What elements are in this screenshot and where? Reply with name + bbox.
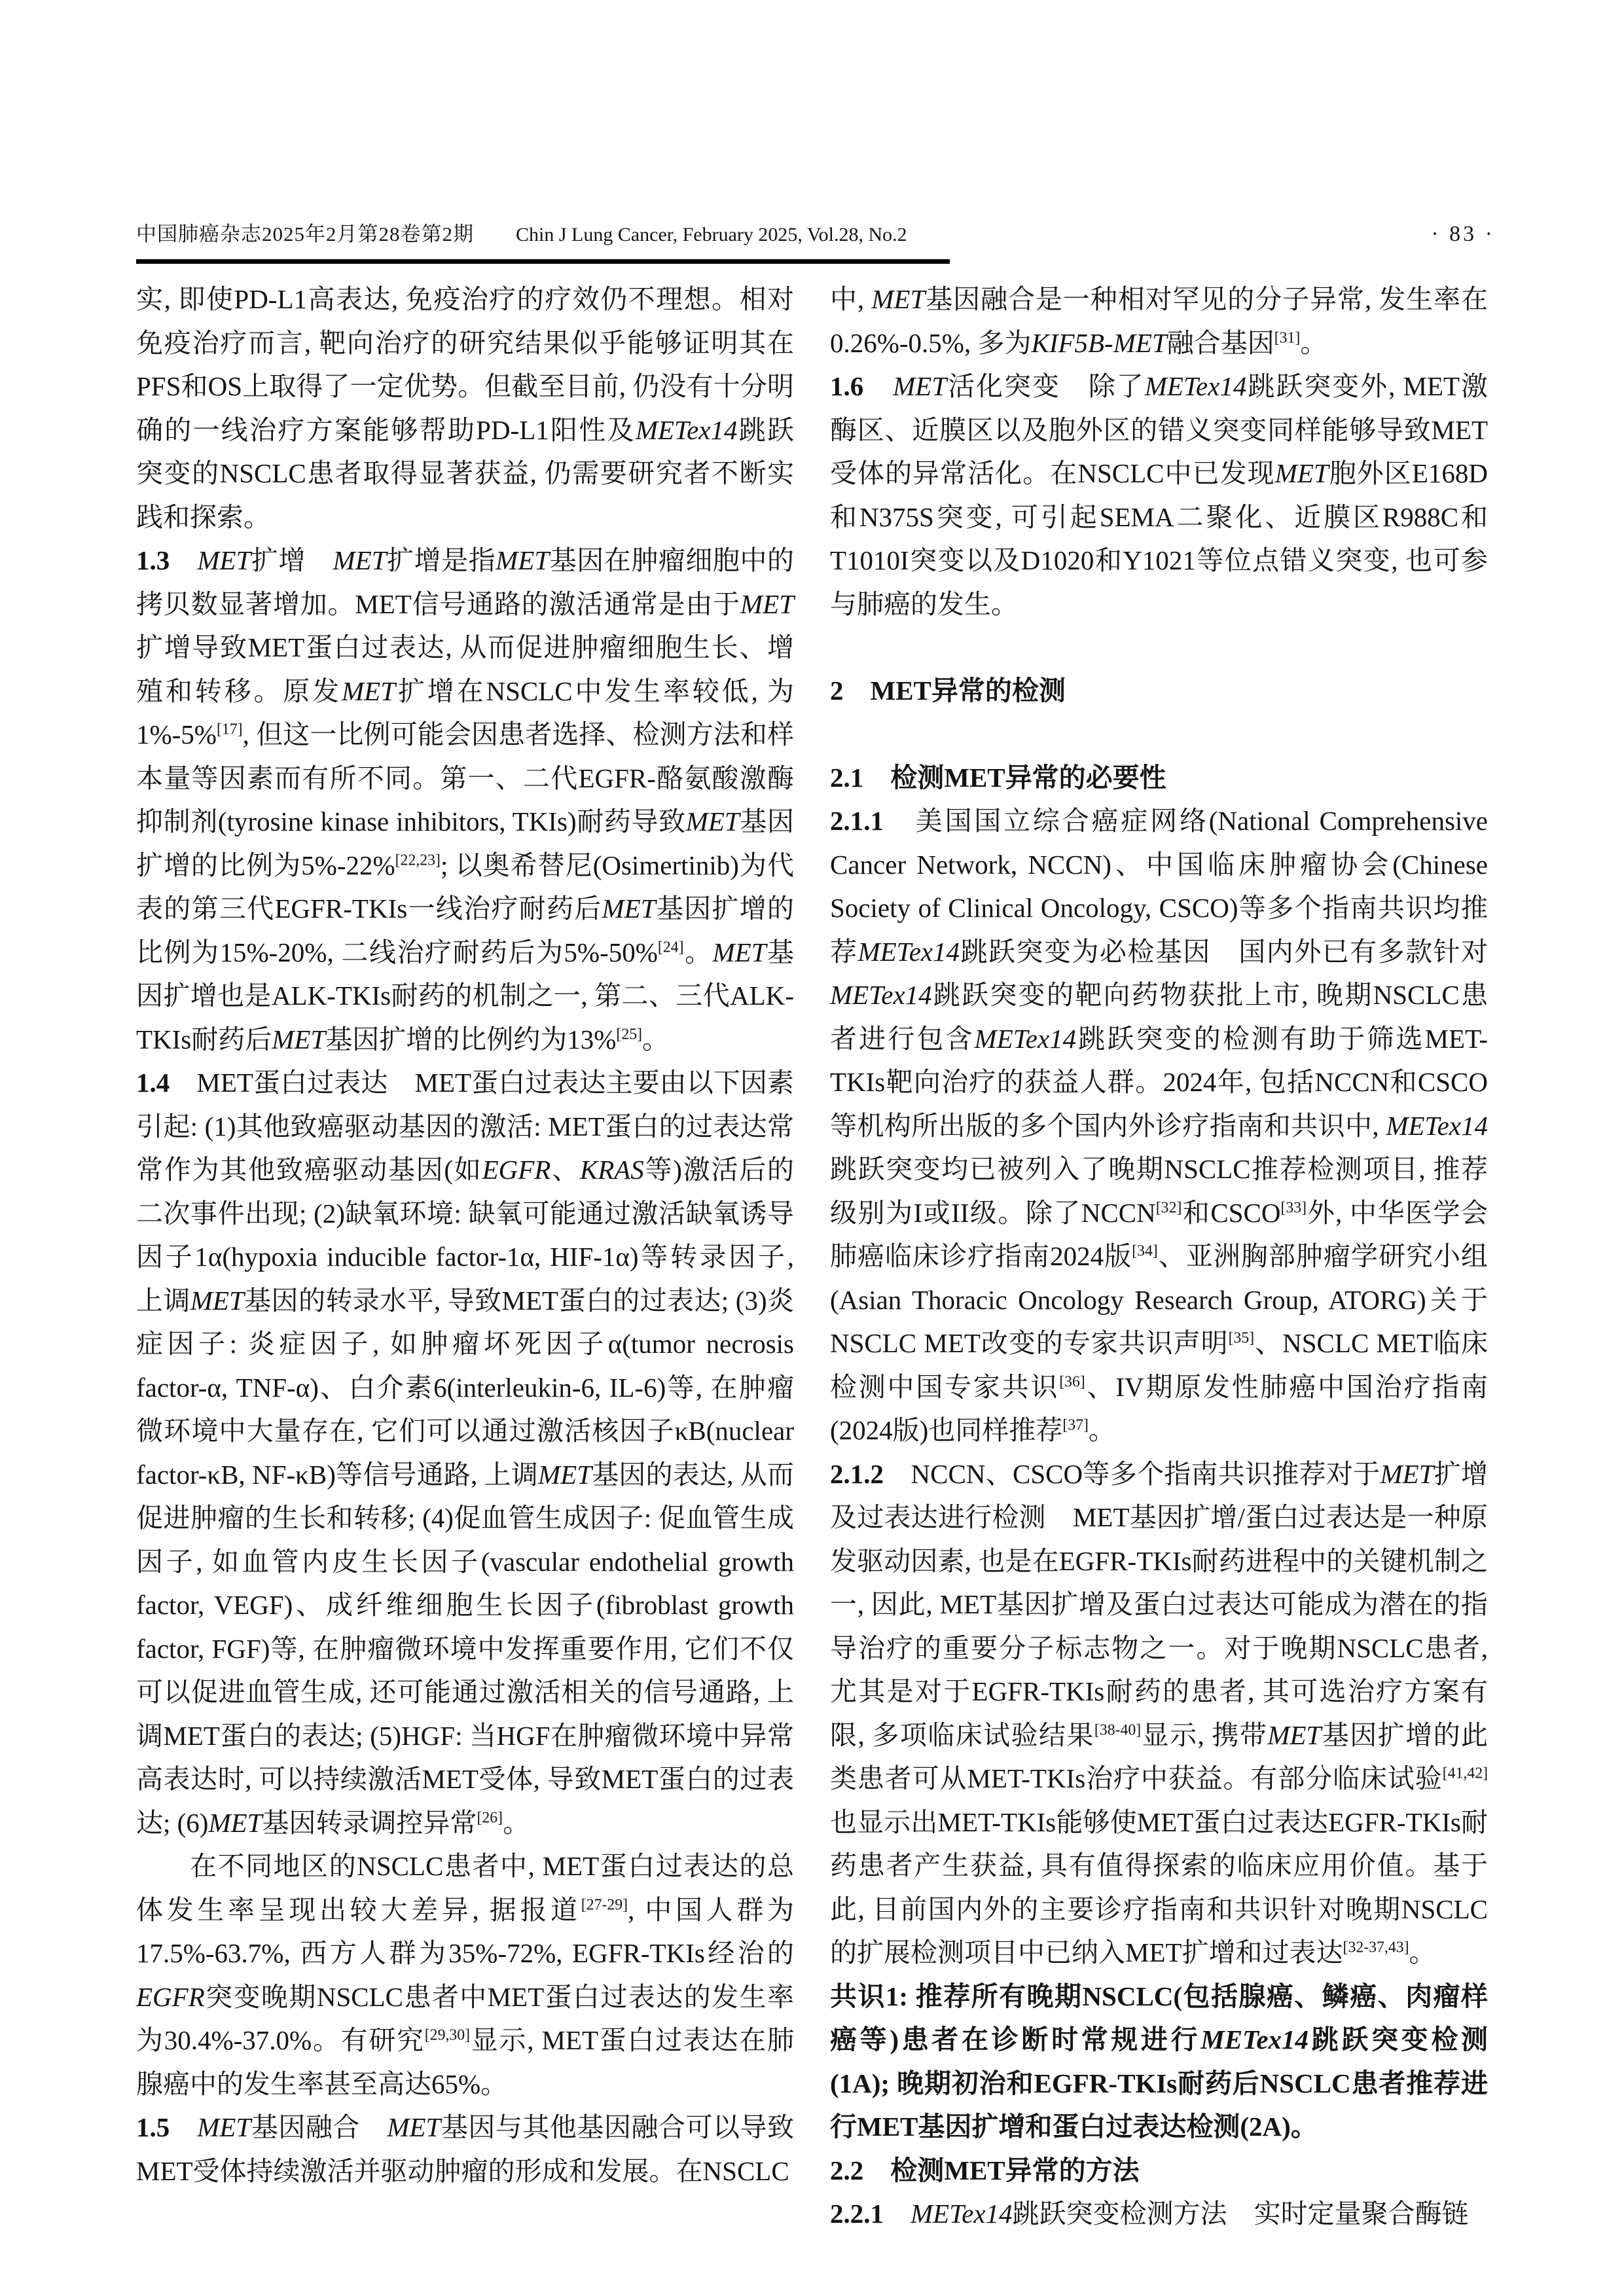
text-run: 显示, MET蛋白过表达在肺腺癌中的发生率甚至高达65%。	[136, 2025, 794, 2099]
text-run: MET	[342, 675, 396, 706]
text-run: METex14	[911, 2199, 1013, 2229]
header-rule	[136, 259, 950, 264]
reference-citation: [34]	[1132, 1242, 1158, 1260]
paragraph	[136, 1061, 794, 1844]
text-run: 外, 中华医学会肺癌临床诊疗指南2024版	[830, 1197, 1489, 1271]
reference-citation: [35]	[1228, 1329, 1255, 1347]
paragraph	[830, 1975, 1488, 2149]
text-run: MET	[1267, 1719, 1322, 1750]
text-run: 基因转录调控异常	[262, 1807, 477, 1838]
text-run: 2.1	[830, 762, 864, 793]
text-run: 扩增	[251, 545, 333, 575]
text-run: METex14	[830, 980, 932, 1010]
text-run: KRAS	[579, 1155, 644, 1185]
text-run: 2 MET异常的检测	[830, 675, 1066, 706]
text-run: 基因扩增的此类患者可从MET-TKIs治疗中获益。有部分临床试验	[830, 1719, 1489, 1793]
text-run: METex14	[1144, 371, 1247, 401]
text-run: 基因扩增的比例为5%-22%	[136, 806, 794, 880]
text-run: EGFR	[482, 1155, 551, 1185]
text-run: 跳跃突变的NSCLC患者取得显著获益, 仍需要研究者不断实践和探索。	[136, 414, 795, 532]
text-run: 中,	[830, 284, 872, 314]
text-run: 。	[1409, 1937, 1436, 1967]
text-run: MET	[1380, 1458, 1434, 1489]
text-run: 基因的转录水平, 导致MET蛋白的过表达; (3)炎症因子: 炎症因子, 如肿瘤坏死因子α(tumor necrosis factor-α, TNF-α)、白介素6(interleukin-6, IL-6)等, 在肿瘤微环境中大量存在, 它们可以通过激活核因子κB(nuclear factor-κB, NF-κB)等信号通路, 上调	[136, 1285, 794, 1490]
text-run: METex14	[974, 1023, 1077, 1054]
paragraph	[830, 365, 1488, 626]
text-run: MET	[496, 545, 550, 575]
journal-title-en: Chin J Lung Cancer, February 2025, Vol.28, No.2	[516, 224, 907, 245]
text-run: 2.2.1	[830, 2199, 884, 2229]
text-run: MET	[538, 1459, 592, 1490]
text-run: 。	[503, 1807, 530, 1838]
text-run: METex14	[857, 936, 960, 967]
text-run: MET	[197, 2112, 251, 2142]
text-run: , 但这一比例可能会因患者选择、检测方法和样本量等因素而有所不同。第一、二代EGFR-酪氨酸激酶抑制剂(tyrosine kinase inhibitors, TKIs)耐药导致	[136, 719, 794, 836]
text-run: 检测MET异常的必要性	[863, 762, 1166, 793]
page-number: · 83 ·	[1431, 222, 1495, 246]
text-run: 2.1.1	[830, 806, 884, 836]
text-run: 2.1.2	[830, 1458, 884, 1489]
text-run: ; 以奥希替尼(Osimertinib)为代表的第三代EGFR-TKIs一线治疗耐药后	[136, 850, 794, 924]
reference-citation: [41,42]	[1442, 1765, 1488, 1782]
text-run: 基因融合是一种相对罕见的分子异常, 发生率在0.26%-0.5%, 多为	[830, 284, 1488, 358]
text-run: 实, 即使PD-L1高表达, 免疫治疗的疗效仍不理想。相对免疫治疗而言, 靶向治疗的研究结果似乎能够证明其在PFS和OS上取得了一定优势。但截至目前, 仍没有十分明确的一线治疗方案能够帮助PD-L1阳性及	[136, 284, 794, 445]
text-run: MET	[893, 371, 947, 401]
reference-citation: [22,23]	[395, 851, 441, 869]
text-run: 跳跃突变的靶向药物获批上市, 晚期NSCLC患者进行包含	[830, 980, 1488, 1054]
text-run: 跳跃突变检测方法 实时定量聚合酶链	[1012, 2199, 1469, 2229]
text-run: 跳跃突变的检测有助于筛选MET-TKIs靶向治疗的获益人群。2024年, 包括NCCN和CSCO等机构所出版的多个国内外诊疗指南和共识中,	[830, 1023, 1489, 1141]
text-run: 。	[683, 937, 713, 967]
text-run: 跳跃突变外, MET激酶区、近膜区以及胞外区的错义突变同样能够导致MET受体的异常活化。在NSCLC中已发现	[830, 371, 1489, 488]
text-run: 突变晚期NSCLC患者中MET蛋白过表达的发生率为30.4%-37.0%。有研究	[136, 1981, 794, 2055]
text-run: 基因扩增也是ALK-TKIs耐药的机制之一, 第二、三代ALK-TKIs耐药后	[136, 937, 795, 1054]
text-run: 扩增及过表达进行检测 MET基因扩增/蛋白过表达是一种原发驱动因素, 也是在EGFR-TKIs耐药进程中的关键机制之一, 因此, MET基因扩增及蛋白过表达可能成为潜在的指导治疗的重要分子标志物之一。对于晚期NSCLC患者, 尤其是对于EGFR-TKIs耐药的患者, 其可选治疗方案有限, 多项临床试验结果	[830, 1458, 1489, 1750]
text-run: METex14	[1386, 1110, 1488, 1141]
text-run: NCCN、CSCO等多个指南共识推荐对于	[884, 1458, 1380, 1489]
paragraph	[830, 278, 1488, 365]
paragraph	[830, 2192, 1488, 2236]
reference-citation: [27-29]	[581, 1895, 628, 1913]
text-run: 、	[550, 1155, 580, 1185]
section-heading	[830, 669, 1488, 713]
text-run: , 中国人群为17.5%-63.7%, 西方人群为35%-72%, EGFR-TKIs经治的	[136, 1894, 795, 1968]
text-run: KIF5B-MET	[1031, 327, 1167, 358]
text-run: 基因扩增的比例约为13%	[325, 1024, 617, 1054]
paragraph	[136, 539, 794, 1061]
text-run: 、IV期原发性肺癌中国治疗指南(2024版)也同样推荐	[830, 1371, 1489, 1445]
text-run: 。	[642, 1024, 670, 1054]
journal-title-cn: 中国肺癌杂志2025年2月第28卷第2期	[136, 223, 474, 245]
paragraph	[136, 1844, 794, 2106]
text-run: MET	[387, 2112, 441, 2142]
text-run: 、NSCLC MET临床检测中国专家共识	[830, 1328, 1488, 1402]
text-run: MET	[602, 893, 656, 924]
text-run: 基因扩增的比例为15%-20%, 二线治疗耐药后为5%-50%	[136, 893, 794, 967]
text-run: 在不同地区的NSCLC患者中, MET蛋白过表达的总体发生率呈现出较大差异, 据报道	[136, 1851, 794, 1925]
text-run: 、亚洲胸部肿瘤学研究小组(Asian Thoracic Oncology Research Group, ATORG)关于NSCLC MET改变的专家共识声明	[830, 1241, 1489, 1358]
text-run	[170, 2112, 197, 2142]
text-run: 美国国立综合癌症网络(National Comprehensive Cancer Network, NCCN)、中国临床肿瘤协会(Chinese Society of Clinical Oncology, CSCO)等多个指南共识均推荐	[830, 806, 1488, 967]
reference-citation: [31]	[1274, 329, 1301, 346]
text-run: 跳跃突变为必检基因 国内外已有多款针对	[960, 936, 1488, 967]
text-run: MET	[712, 937, 767, 967]
text-run: MET	[740, 588, 794, 619]
text-run	[170, 545, 197, 575]
text-run: MET	[333, 545, 387, 575]
subsection-heading	[830, 756, 1488, 800]
text-run: 扩增在NSCLC中发生率较低, 为1%-5%	[136, 675, 795, 749]
text-run: 基因的表达, 从而促进肿瘤的生长和转移; (4)促血管生成因子: 促血管生成因子, 如血管内皮生长因子(vascular endothelial growth factor, VEGF)、成纤维细胞生长因子(fibroblast growth factor, FGF)等, 在肿瘤微环境中发挥重要作用, 它们不仅可以促进血管生成, 还可能通过激活相关的信号通路, 上调MET蛋白的表达; (5)HGF: 当HGF在肿瘤微环境中异常高表达时, 可以持续激活MET受体, 导致MET蛋白的过表达; (6)	[136, 1459, 794, 1838]
text-run: 基因与其他基因融合可以导致MET受体持续激活并驱动肿瘤的形成和发展。在NSCLC	[136, 2112, 795, 2186]
page-header	[136, 221, 1495, 247]
text-run: MET	[208, 1807, 262, 1838]
text-run: MET	[190, 1285, 244, 1316]
subsection-heading	[830, 2149, 1488, 2193]
text-run: EGFR	[136, 1981, 205, 2012]
text-run: MET蛋白过表达 MET蛋白过表达主要由以下因素引起: (1)其他致癌驱动基因的激活: MET蛋白的过表达常常作为其他致癌驱动基因(如	[136, 1068, 794, 1185]
text-run: METex14	[635, 414, 738, 445]
reference-citation: [32]	[1155, 1198, 1182, 1216]
text-run: 跳跃突变均已被列入了晚期NSCLC推荐检测项目, 推荐级别为I或II级。除了NCCN	[830, 1154, 1488, 1228]
text-run: 基因在肿瘤细胞中的拷贝数显著增加。MET信号通路的激活通常是由于	[136, 545, 795, 619]
text-run: MET	[1274, 458, 1329, 488]
reference-citation: [37]	[1062, 1416, 1089, 1434]
text-run: 跳跃突变检测(1A); 晚期初治和EGFR-TKIs耐药后NSCLC患者推荐进行MET基因扩增和蛋白过表达检测(2A)。	[830, 2024, 1488, 2142]
text-run	[884, 2199, 911, 2229]
right-column	[830, 278, 1488, 2236]
text-run: 也显示出MET-TKIs能够使MET蛋白过表达EGFR-TKIs耐药患者产生获益, 具有值得探索的临床应用价值。基于此, 目前国内外的主要诊疗指南和共识针对晚期NSCLC的扩展检测项目中已纳入MET扩增和过表达	[830, 1806, 1488, 1967]
text-run: 基因融合	[251, 2112, 388, 2142]
text-run: 显示, 携带	[1141, 1719, 1268, 1750]
reference-citation: [25]	[616, 1025, 643, 1043]
reference-citation: [33]	[1280, 1198, 1307, 1216]
left-column	[136, 278, 794, 2193]
reference-citation: [36]	[1059, 1373, 1085, 1390]
text-run: 。	[1088, 1415, 1115, 1445]
text-run: METex14	[1200, 2024, 1309, 2055]
text-run: MET	[685, 806, 740, 836]
text-run: 融合基因	[1166, 327, 1274, 358]
text-run: 2.2	[830, 2155, 864, 2185]
text-run: 1.5	[136, 2112, 170, 2142]
reference-citation: [17]	[216, 721, 243, 738]
text-run: MET	[871, 284, 926, 314]
text-run: 活化突变 除了	[947, 371, 1145, 401]
text-run: 1.3	[136, 545, 170, 575]
text-run: 扩增是指	[386, 545, 496, 575]
reference-citation: [26]	[477, 1808, 503, 1826]
reference-citation: [32-37,43]	[1343, 1939, 1409, 1956]
text-run: 检测MET异常的方法	[863, 2155, 1140, 2185]
paragraph	[830, 1452, 1488, 1975]
text-run: MET	[197, 545, 251, 575]
text-run	[863, 371, 893, 401]
reference-citation: [24]	[657, 938, 684, 956]
reference-citation: [38-40]	[1094, 1721, 1142, 1738]
text-run: 1.6	[830, 371, 864, 401]
paragraph	[830, 799, 1488, 1452]
reference-citation: [29,30]	[424, 2026, 471, 2044]
text-run: 扩增导致MET蛋白过表达, 从而促进肿瘤细胞生长、增殖和转移。原发	[136, 632, 794, 706]
text-run: 。	[1300, 327, 1327, 358]
paragraph	[136, 2106, 794, 2193]
paragraph	[136, 278, 794, 539]
text-run: 胞外区E168D和N375S突变, 可引起SEMA二聚化、近膜区R988C和T1010I突变以及D1020和Y1021等位点错义突变, 也可参与肺癌的发生。	[830, 458, 1488, 619]
text-run: 等)激活后的二次事件出现; (2)缺氧环境: 缺氧可能通过激活缺氧诱导因子1α(hypoxia inducible factor-1α, HIF-1α)等转录因子, 上调	[136, 1155, 795, 1316]
text-run: 和CSCO	[1182, 1197, 1281, 1228]
text-run: 共识1: 推荐所有晚期NSCLC(包括腺癌、鳞癌、肉瘤样癌等)患者在诊断时常规进行	[830, 1981, 1488, 2055]
text-run: MET	[272, 1024, 326, 1054]
text-run: 1.4	[136, 1068, 170, 1098]
